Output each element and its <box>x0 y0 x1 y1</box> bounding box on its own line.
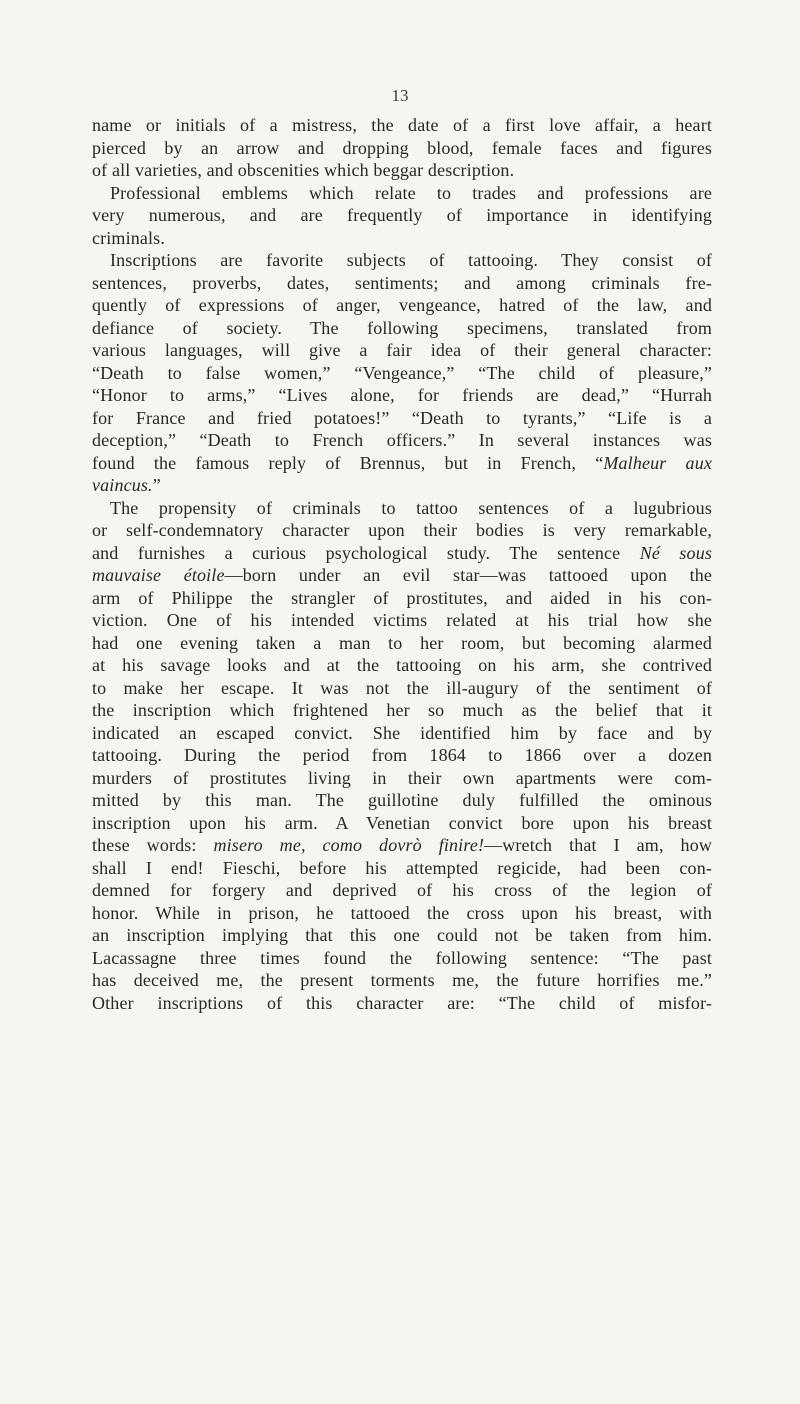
text-line: “Death to false women,” “Vengeance,” “The child of pleasure,” <box>92 362 712 383</box>
body-text <box>92 114 712 1014</box>
text-line: had one evening taken a man to her room, but becoming alarmed <box>92 632 712 653</box>
text-line: arm of Philippe the strangler of prostitutes, and aided in his con- <box>92 587 712 608</box>
text-line: various languages, will give a fair idea of their general character: <box>92 340 712 360</box>
text-line: pierced by an arrow and dropping blood, female faces and figures <box>92 137 712 158</box>
text-line: criminals. <box>92 227 165 248</box>
text-line: found the famous reply of Brennus, but in French, “Malheur aux <box>92 452 712 473</box>
text-line: demned for forgery and deprived of his cross of the legion of <box>92 880 712 900</box>
text-line: an inscription implying that this one could not be taken from him. <box>92 925 712 945</box>
text-line: very numerous, and are frequently of importance in identifying <box>92 205 712 225</box>
text-line: mauvaise étoile—born under an evil star—was tattooed upon the <box>92 565 713 585</box>
text-line: honor. While in prison, he tattooed the cross upon his breast, with <box>92 902 712 923</box>
text-line: and furnishes a curious psychological study. The sentence Né sous <box>92 542 713 563</box>
text-line: sentences, proverbs, dates, sentiments; and among criminals fre- <box>92 272 712 293</box>
text-line: Lacassagne three times found the following sentence: “The past <box>92 947 712 968</box>
text-line: for France and fried potatoes!” “Death to tyrants,” “Life is a <box>92 407 712 428</box>
text-line: quently of expressions of anger, vengeance, hatred of the law, and <box>92 295 712 315</box>
text-line: at his savage looks and at the tattooing on his arm, she contrived <box>92 655 712 675</box>
text-line: indicated an escaped convict. She identified him by face and by <box>92 722 712 743</box>
page-number: 13 <box>391 86 409 105</box>
text-line: “Honor to arms,” “Lives alone, for friends are dead,” “Hurrah <box>92 385 712 405</box>
text-line: The propensity of criminals to tattoo sentences of a lugubrious <box>110 497 712 518</box>
text-line: defiance of society. The following specimens, translated from <box>92 317 712 338</box>
text-line: vaincus.” <box>92 475 161 495</box>
text-line: or self-condemnatory character upon their bodies is very remarkable, <box>92 520 712 540</box>
text-line: name or initials of a mistress, the date of a first love affair, a heart <box>92 115 712 135</box>
text-line: mitted by this man. The guillotine duly fulfilled the ominous <box>92 790 712 810</box>
text-line: tattooing. During the period from 1864 to 1866 over a dozen <box>92 745 712 765</box>
text-line: has deceived me, the present torments me, the future horrifies me.” <box>92 970 712 990</box>
text-line: Inscriptions are favorite subjects of tattooing. They consist of <box>110 250 712 270</box>
text-line: murders of prostitutes living in their own apartments were com- <box>92 767 712 788</box>
text-line: shall I end! Fieschi, before his attempted regicide, had been con- <box>92 857 712 878</box>
text-line: Professional emblems which relate to trades and professions are <box>110 182 712 203</box>
text-line: of all varieties, and obscenities which beggar description. <box>92 160 515 180</box>
text-line: the inscription which frightened her so much as the belief that it <box>92 700 712 720</box>
text-line: Other inscriptions of this character are: “The child of misfor- <box>92 992 712 1013</box>
text-line: inscription upon his arm. A Venetian convict bore upon his breast <box>92 812 712 833</box>
text-line: deception,” “Death to French officers.” In several instances was <box>92 430 712 450</box>
text-line: viction. One of his intended victims related at his trial how she <box>92 610 712 630</box>
text-line: to make her escape. It was not the ill-augury of the sentiment of <box>92 677 712 698</box>
text-line: these words: misero me, como dovrò finire!—wretch that I am, how <box>92 835 712 855</box>
